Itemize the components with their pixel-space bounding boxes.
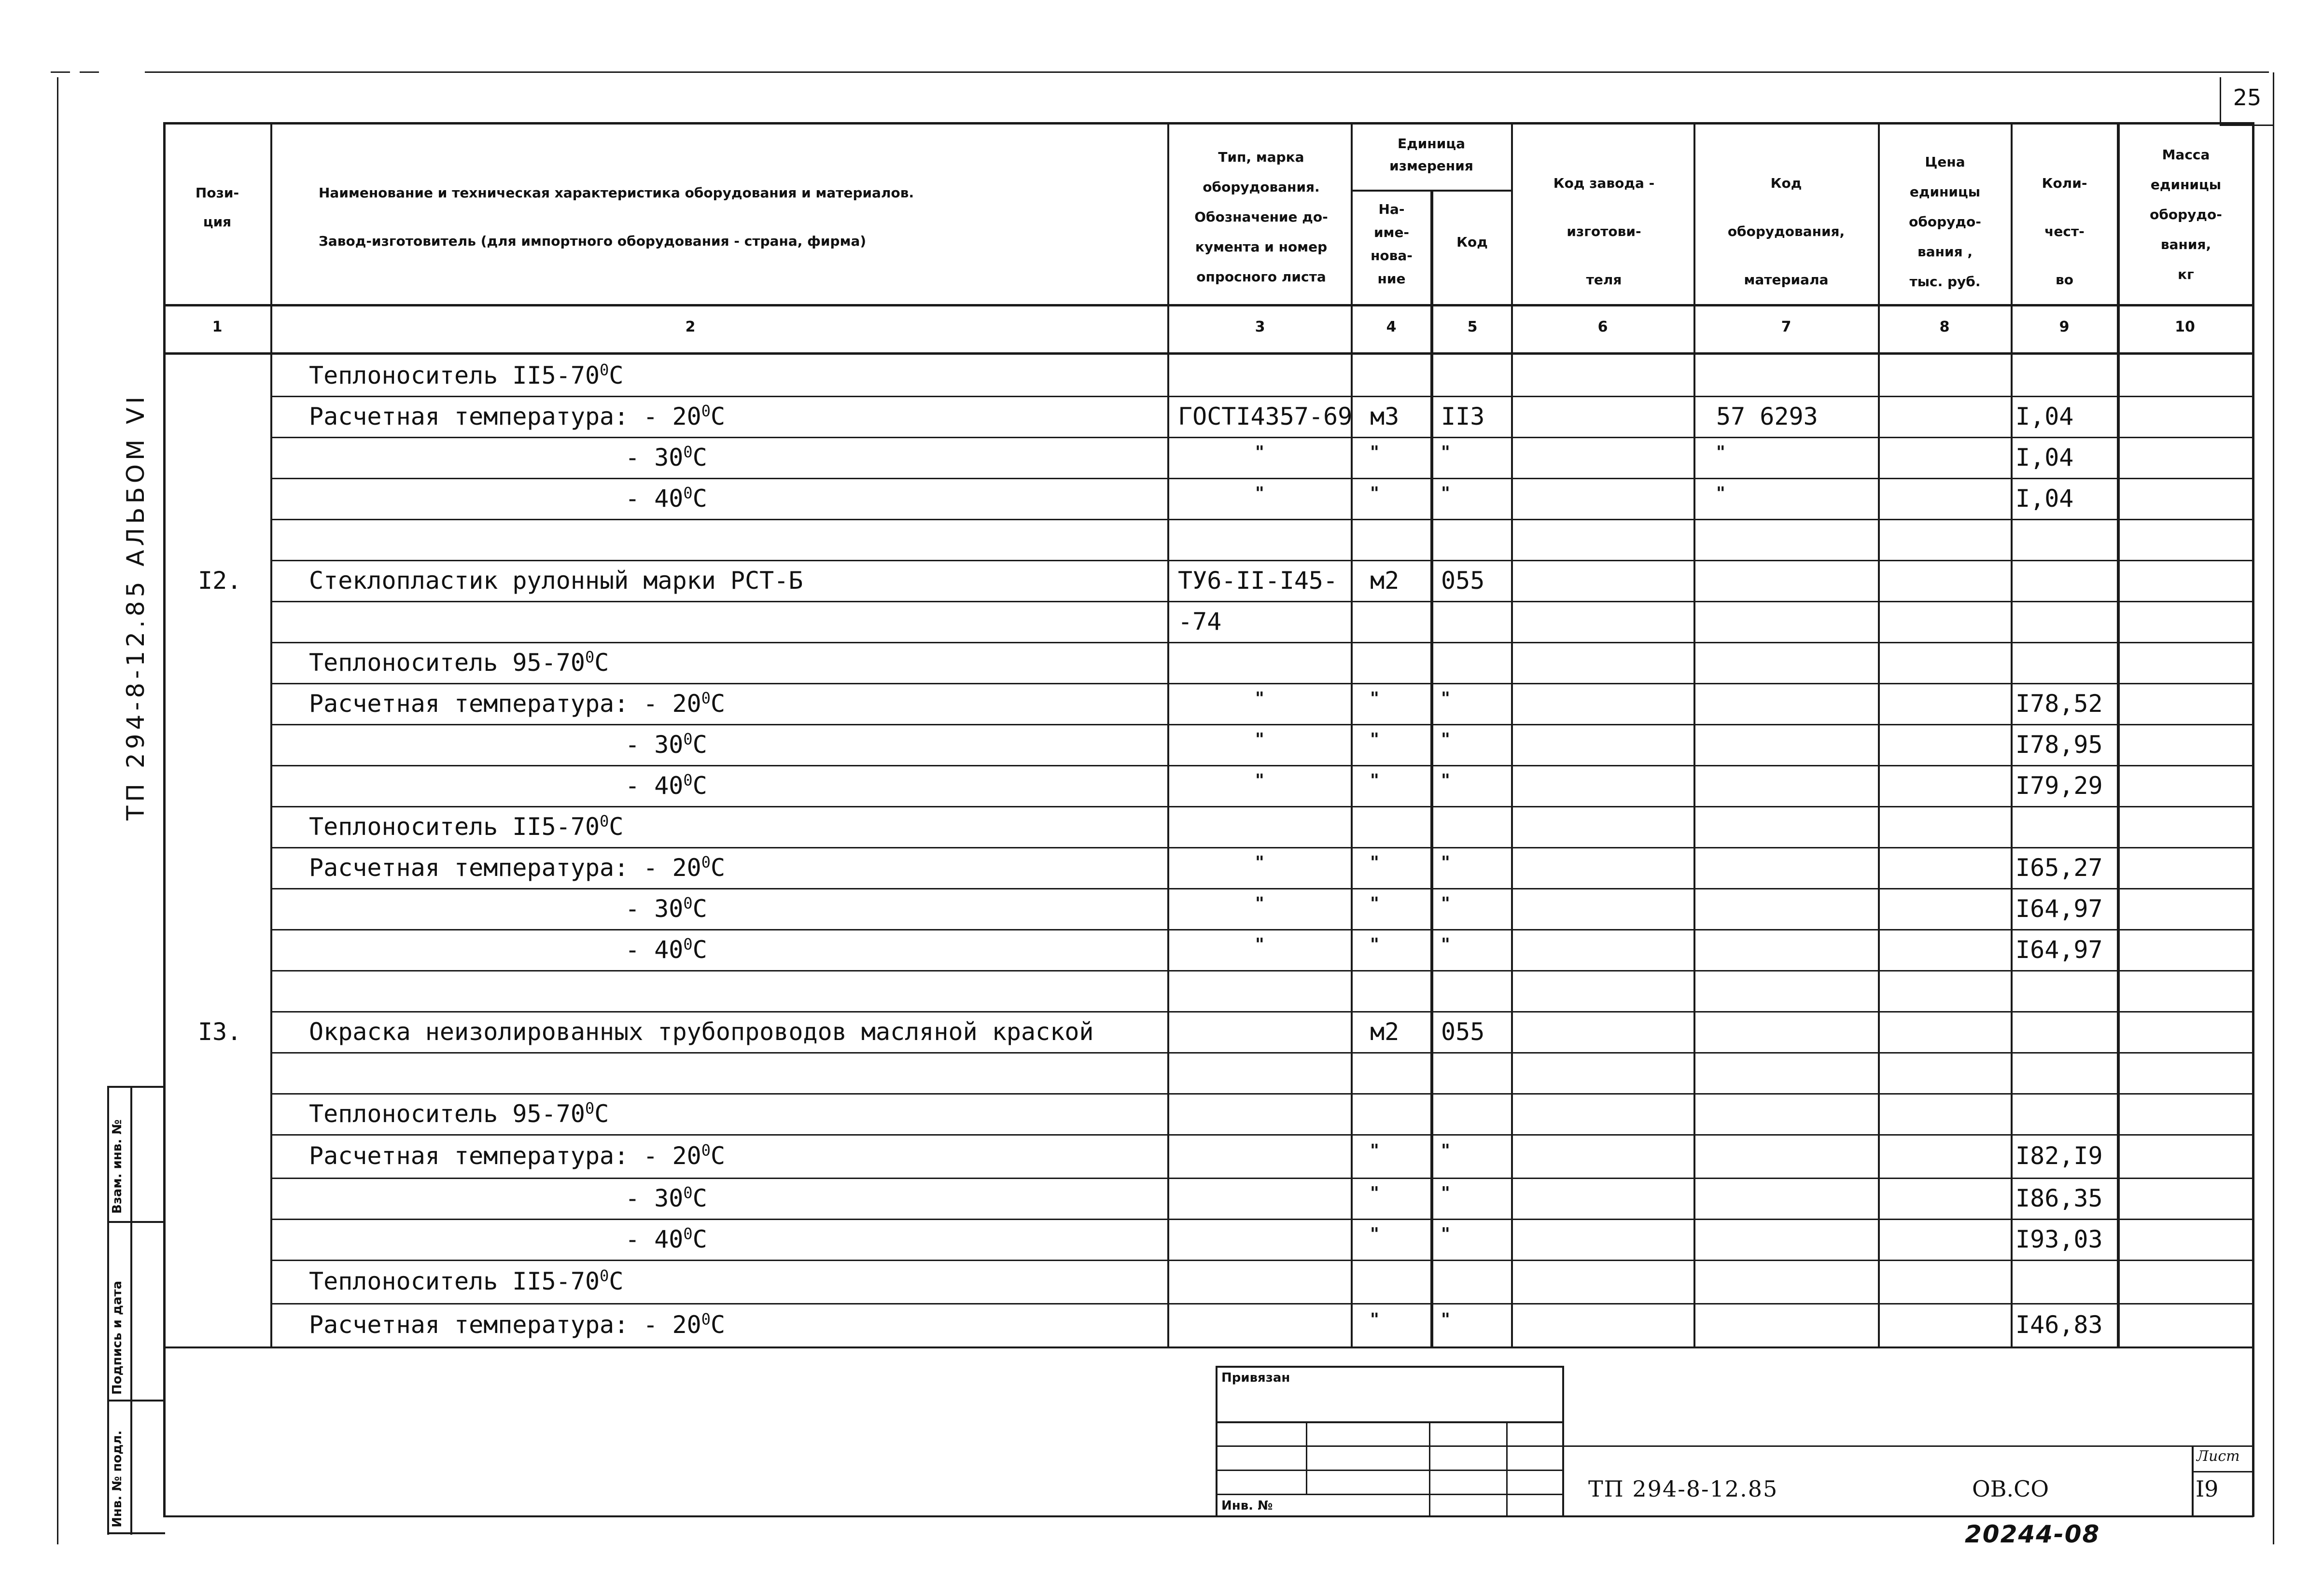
col-line-5 <box>1511 122 1513 1348</box>
header-position: Пози- ция <box>195 185 239 230</box>
header-unit-code: Код <box>1456 234 1488 250</box>
table-colnum-bottom <box>163 352 2253 355</box>
degree-superscript: 0 <box>585 1098 595 1117</box>
tb-box-h1 <box>1216 1421 1563 1423</box>
row-unit-code: 055 <box>1441 566 1485 595</box>
col-line-9 <box>2117 122 2120 1348</box>
degree-superscript: 0 <box>701 1310 711 1329</box>
row-equipment-code: 57 6293 <box>1716 402 1818 430</box>
row-name-text: Стеклопластик рулонный марки РСТ-Б <box>309 566 803 595</box>
row-type: " <box>1255 729 1264 749</box>
row-quantity: I78,52 <box>2015 689 2103 718</box>
celsius-unit: С <box>692 935 707 964</box>
row-name-text: Расчетная температура: - 20 <box>309 853 701 882</box>
celsius-unit: С <box>594 1099 609 1128</box>
row-unit-name: м3 <box>1370 402 1399 430</box>
row-separator <box>270 519 2252 520</box>
celsius-unit: С <box>711 689 726 718</box>
tb-box-v2 <box>1429 1421 1430 1516</box>
row-quantity: I78,95 <box>2015 730 2103 759</box>
row-name-text: Теплоноситель II5-70 <box>309 1267 600 1295</box>
row-unit-code: " <box>1441 688 1450 708</box>
celsius-unit: С <box>609 361 624 389</box>
col-line-2 <box>1167 122 1169 1348</box>
right-border <box>2273 72 2274 1544</box>
degree-superscript: 0 <box>701 401 711 420</box>
row-unit-code: " <box>1441 934 1450 955</box>
celsius-unit: С <box>692 443 707 472</box>
degree-superscript: 0 <box>600 811 609 830</box>
row-unit-code: " <box>1441 1224 1450 1244</box>
degree-superscript: 0 <box>683 483 693 502</box>
row-name <box>625 484 707 513</box>
tb-list-label: Лист <box>2197 1448 2240 1465</box>
degree-superscript: 0 <box>701 1141 711 1160</box>
row-unit-code: " <box>1441 852 1450 873</box>
row-name <box>309 1267 623 1296</box>
row-quantity: I,04 <box>2015 443 2074 472</box>
celsius-unit: С <box>692 771 707 800</box>
row-unit-name: " <box>1370 442 1379 462</box>
col-line-4 <box>1430 190 1433 1348</box>
tb-box-h2 <box>1216 1445 1563 1447</box>
celsius-unit: С <box>692 1184 707 1212</box>
row-type: " <box>1255 934 1264 955</box>
row-unit-name: " <box>1370 1310 1379 1330</box>
col-number-4: 4 <box>1386 319 1397 335</box>
row-name <box>309 566 803 595</box>
row-name <box>309 812 623 841</box>
left-border <box>57 77 58 1544</box>
header-unit: Единица измерения <box>1389 136 1473 174</box>
row-quantity: I82,I9 <box>2015 1142 2103 1170</box>
row-type: ГОСТI4357-69 <box>1178 402 1353 430</box>
row-equipment-code: " <box>1716 483 1725 503</box>
top-border <box>145 71 2269 73</box>
header-unit-name: На- име- нова- ние <box>1371 201 1413 287</box>
celsius-unit: С <box>692 484 707 513</box>
celsius-unit: С <box>609 1267 624 1295</box>
row-name-text: Расчетная температура: - 20 <box>309 689 701 718</box>
row-name <box>625 1184 707 1213</box>
col-line-1 <box>270 122 272 1348</box>
row-separator <box>270 642 2252 643</box>
row-separator <box>270 601 2252 602</box>
row-type: " <box>1255 770 1264 791</box>
corner-box-bottom <box>2220 125 2273 126</box>
col-number-10: 10 <box>2175 319 2195 335</box>
row-quantity: I64,97 <box>2015 894 2103 923</box>
row-separator <box>270 396 2252 397</box>
degree-superscript: 0 <box>701 852 711 871</box>
row-name <box>309 1099 609 1128</box>
degree-superscript: 0 <box>683 893 693 912</box>
row-name-text: Расчетная температура: - 20 <box>309 1142 701 1170</box>
handwritten-number: 20244-08 <box>1965 1520 2100 1548</box>
row-type: " <box>1255 688 1264 708</box>
celsius-unit: С <box>594 648 609 677</box>
tb-list-left <box>2192 1445 2194 1516</box>
row-quantity: I86,35 <box>2015 1184 2103 1212</box>
row-name-text: - 40 <box>625 484 684 513</box>
row-unit-name: " <box>1370 1224 1379 1244</box>
row-unit-code: " <box>1441 1141 1450 1161</box>
stamp-inv-podl: Инв. № подл. <box>110 1430 125 1527</box>
header-mass: Масса единицы оборудо- вания, кг <box>2150 147 2222 282</box>
tb-set-code: ОВ.СО <box>1972 1476 2049 1502</box>
left-stamp-top <box>107 1086 165 1088</box>
row-name <box>309 361 623 390</box>
row-name <box>625 935 707 964</box>
header-quantity: Коли- чест- во <box>2042 175 2087 288</box>
row-equipment-code: " <box>1716 442 1725 462</box>
row-separator <box>270 1093 2252 1095</box>
celsius-unit: С <box>711 1142 726 1170</box>
col-line-7 <box>1878 122 1880 1348</box>
tb-list-sep <box>2192 1471 2253 1472</box>
row-name <box>309 402 725 431</box>
left-stamp-sep1 <box>107 1221 165 1223</box>
row-unit-code: " <box>1441 893 1450 914</box>
header-factory-code: Код завода - изготови- теля <box>1553 175 1655 288</box>
celsius-unit: С <box>609 812 624 841</box>
table-header-bottom <box>163 304 2253 306</box>
table-right <box>2252 122 2254 1517</box>
row-quantity: I79,29 <box>2015 771 2103 800</box>
row-unit-name: " <box>1370 729 1379 749</box>
degree-superscript: 0 <box>600 360 609 379</box>
row-unit-name: " <box>1370 1141 1379 1161</box>
row-name-text: Окраска неизолированных трубопроводов масляной краской <box>309 1017 1094 1046</box>
row-quantity: I64,97 <box>2015 935 2103 964</box>
tb-list-number: I9 <box>2196 1476 2219 1502</box>
row-name <box>625 771 707 800</box>
col-number-8: 8 <box>1939 319 1950 335</box>
col-line-3 <box>1351 122 1353 1348</box>
col-number-3: 3 <box>1255 319 1265 335</box>
degree-superscript: 0 <box>683 1183 693 1202</box>
row-name-text: - 40 <box>625 771 684 800</box>
row-name <box>625 730 707 759</box>
row-separator <box>270 1303 2252 1305</box>
row-name-text: - 30 <box>625 730 684 759</box>
row-unit-name: " <box>1370 483 1379 503</box>
row-name-text: - 30 <box>625 443 684 472</box>
corner-box-left <box>2220 77 2221 125</box>
sheet-corner-number: 25 <box>2233 84 2262 111</box>
table-left <box>163 122 166 1517</box>
bottom-frame <box>163 1515 2253 1517</box>
tb-privyazan: Привязан <box>1221 1371 1290 1385</box>
row-type: ТУ6-II-I45- <box>1178 566 1338 595</box>
row-name <box>309 1141 725 1170</box>
row-name-text: Расчетная температура: - 20 <box>309 402 701 430</box>
row-unit-name: м2 <box>1370 1017 1399 1046</box>
degree-superscript: 0 <box>683 1224 693 1243</box>
celsius-unit: С <box>692 894 707 923</box>
row-separator <box>270 1346 2252 1348</box>
col-number-7: 7 <box>1781 319 1791 335</box>
row-name-text: Теплоноситель II5-70 <box>309 361 600 389</box>
stamp-podpis-data: Подпись и дата <box>110 1280 125 1395</box>
celsius-unit: С <box>692 730 707 759</box>
col-line-6 <box>1693 122 1695 1348</box>
col-number-2: 2 <box>685 319 696 335</box>
row-unit-code: " <box>1441 729 1450 749</box>
degree-superscript: 0 <box>683 770 693 789</box>
row-separator <box>270 1011 2252 1013</box>
row-type: " <box>1255 483 1264 503</box>
row-separator <box>270 1260 2252 1261</box>
row-unit-code: 055 <box>1441 1017 1485 1046</box>
row-separator <box>270 1178 2252 1179</box>
row-name <box>625 1225 707 1254</box>
row-name-text: - 30 <box>625 1184 684 1212</box>
row-separator <box>270 1219 2252 1220</box>
row-type: " <box>1255 893 1264 914</box>
row-quantity: I46,83 <box>2015 1311 2103 1339</box>
row-name-text: Теплоноситель 95-70 <box>309 1099 585 1128</box>
col-number-1: 1 <box>212 319 223 335</box>
degree-superscript: 0 <box>600 1266 609 1285</box>
celsius-unit: С <box>711 853 726 882</box>
left-stamp-sep2 <box>107 1400 165 1402</box>
left-stamp-bottom <box>107 1532 165 1534</box>
col-line-8 <box>2011 122 2013 1348</box>
row-unit-code: " <box>1441 483 1450 503</box>
row-name <box>309 1310 725 1339</box>
row-unit-code: " <box>1441 1310 1450 1330</box>
header-price: Цена единицы оборудо- вания , тыс. руб. <box>1909 154 1981 290</box>
row-unit-name: " <box>1370 688 1379 708</box>
row-unit-name: " <box>1370 893 1379 914</box>
row-position: I3. <box>198 1017 242 1046</box>
row-separator <box>270 1134 2252 1136</box>
header-name: Наименование и техническая характеристика оборудования и материалов. Завод-изготовитель (для импортного оборудования - страна, фирма) <box>319 185 914 249</box>
celsius-unit: С <box>711 402 726 430</box>
row-name-text: Расчетная температура: - 20 <box>309 1311 701 1339</box>
row-name <box>625 894 707 923</box>
row-type: " <box>1255 442 1264 462</box>
tb-box-v3 <box>1506 1421 1508 1516</box>
row-name-text: - 40 <box>625 935 684 964</box>
tb-code-top <box>1562 1445 2253 1447</box>
side-album-title: ТП 294-8-12.85 АЛЬБОМ VI <box>122 392 150 820</box>
tb-box-v1 <box>1306 1421 1307 1494</box>
row-unit-code: " <box>1441 770 1450 791</box>
header-type: Тип, марка оборудования. Обозначение до- кумента и номер опросного листа <box>1194 149 1328 285</box>
row-name <box>309 1017 1094 1046</box>
row-quantity: I93,03 <box>2015 1225 2103 1253</box>
header-equipment-code: Код оборудования, материала <box>1727 175 1845 288</box>
row-unit-name: м2 <box>1370 566 1399 595</box>
unit-subheader-line <box>1351 190 1511 192</box>
tb-box-top <box>1216 1366 1563 1368</box>
row-type: -74 <box>1178 607 1222 636</box>
row-unit-code: II3 <box>1441 402 1485 430</box>
row-quantity: I,04 <box>2015 484 2074 513</box>
degree-superscript: 0 <box>701 688 711 707</box>
row-separator <box>270 1052 2252 1054</box>
row-name-text: Теплоноситель II5-70 <box>309 812 600 841</box>
tb-box-h4 <box>1216 1494 1563 1495</box>
row-separator <box>270 560 2252 561</box>
row-separator <box>270 806 2252 807</box>
row-name <box>309 648 609 677</box>
row-unit-name: " <box>1370 934 1379 955</box>
degree-superscript: 0 <box>585 647 595 666</box>
degree-superscript: 0 <box>683 934 693 953</box>
row-name-text: Теплоноситель 95-70 <box>309 648 585 677</box>
row-unit-name: " <box>1370 852 1379 873</box>
row-separator <box>270 970 2252 971</box>
degree-superscript: 0 <box>683 729 693 748</box>
row-name-text: - 30 <box>625 894 684 923</box>
col-number-6: 6 <box>1597 319 1608 335</box>
row-unit-name: " <box>1370 770 1379 791</box>
top-border-dashed <box>51 71 109 73</box>
row-position: I2. <box>198 566 242 595</box>
tb-doc-code: ТП 294-8-12.85 <box>1588 1476 1778 1502</box>
degree-superscript: 0 <box>683 442 693 461</box>
row-quantity: I65,27 <box>2015 853 2103 882</box>
col-number-9: 9 <box>2059 319 2070 335</box>
row-unit-code: " <box>1441 442 1450 462</box>
row-unit-name: " <box>1370 1183 1379 1203</box>
row-name <box>625 443 707 472</box>
row-quantity: I,04 <box>2015 402 2074 430</box>
row-type: " <box>1255 852 1264 873</box>
tb-inv-no: Инв. № <box>1221 1499 1273 1513</box>
row-unit-code: " <box>1441 1183 1450 1203</box>
left-stamp-inner <box>130 1086 132 1535</box>
tb-box-h3 <box>1216 1470 1563 1471</box>
celsius-unit: С <box>711 1311 726 1339</box>
col-number-5: 5 <box>1467 319 1478 335</box>
left-stamp-outer-left <box>107 1086 109 1535</box>
row-name <box>309 853 725 882</box>
row-name-text: - 40 <box>625 1225 684 1253</box>
celsius-unit: С <box>692 1225 707 1253</box>
table-top <box>163 122 2253 125</box>
row-name <box>309 689 725 718</box>
stamp-vzam-inv: Взам. инв. № <box>110 1119 125 1214</box>
